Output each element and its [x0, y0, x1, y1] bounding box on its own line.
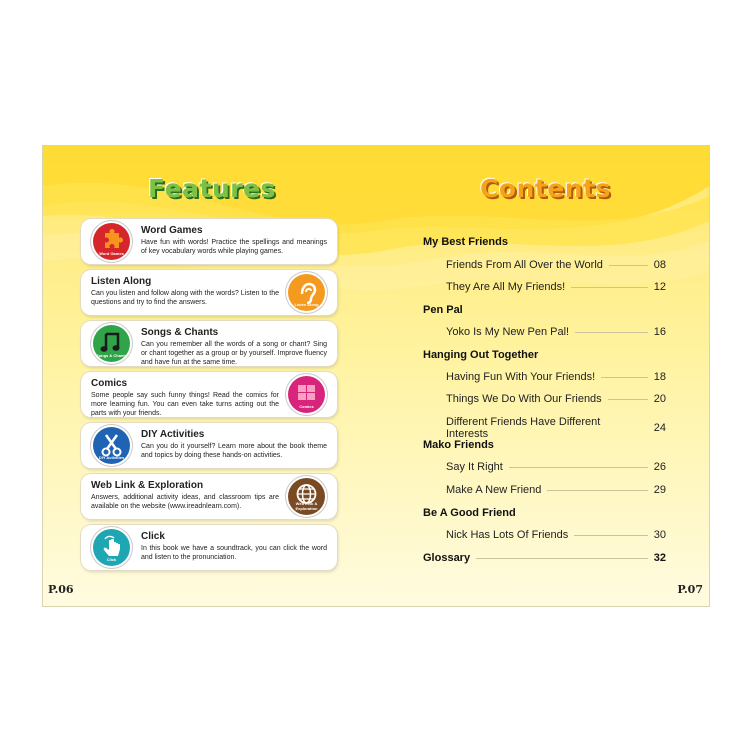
feature-description: In this book we have a soundtrack, you can click the word and listen to the pronunciation.: [141, 545, 327, 561]
ear-icon: [288, 274, 325, 311]
toc-section-title: Be A Good Friend: [423, 507, 516, 519]
feature-title: Click: [141, 531, 165, 542]
toc-item[interactable]: [446, 259, 666, 271]
feature-card-diy-activities: [81, 423, 337, 468]
feature-description: Have fun with words! Practice the spellings and meanings of key vocabulary words while playing games.: [141, 239, 327, 255]
feature-card-songs-chants: [81, 321, 337, 366]
toc-page-number: 29: [653, 484, 666, 496]
contents-heading: Contents: [480, 174, 611, 203]
toc-item[interactable]: [446, 281, 666, 293]
toc-page-number: 18: [653, 371, 666, 383]
feature-description: Can you listen and follow along with the words? Listen to the questions and try to find the answers.: [91, 290, 279, 306]
dot-leader: [476, 558, 648, 559]
toc-item[interactable]: [446, 484, 666, 496]
dot-leader: [608, 399, 648, 400]
left-page-number: P.06: [48, 583, 74, 596]
toc-section: [423, 304, 663, 316]
icon-label: Click: [106, 557, 117, 562]
icon-label: Word Games: [99, 251, 124, 256]
feature-description: Can you remember all the words of a song or chant? Sing or chant together as a group or by yourself. Improve fluency and have fun at the same time.: [141, 341, 327, 366]
icon-label: Comics: [299, 404, 314, 409]
feature-card-listen-along: [81, 270, 337, 315]
feature-description: Answers, additional activity ideas, and classroom tips are available on the website (www.ireadnlearn.com).: [91, 494, 279, 510]
feature-card-comics: [81, 372, 337, 417]
icon-label: DIY Activities: [98, 455, 125, 460]
toc-page-number: 24: [653, 422, 666, 434]
comic-panels-icon: [288, 376, 325, 413]
dot-leader: [574, 535, 647, 536]
dot-leader: [547, 490, 647, 491]
toc-section: [423, 507, 663, 519]
toc-page-number: 32: [653, 552, 666, 564]
toc-item[interactable]: [446, 416, 666, 440]
feature-title: Word Games: [141, 225, 203, 236]
feature-card-web-link: [81, 474, 337, 519]
toc-page-number: 30: [653, 529, 666, 541]
toc-item[interactable]: [446, 393, 666, 405]
toc-item-title: They Are All My Friends!: [446, 281, 566, 293]
toc-page-number: 16: [653, 326, 666, 338]
toc-section-title: Glossary: [423, 552, 471, 564]
dot-leader: [601, 377, 648, 378]
puzzle-icon: [93, 223, 130, 260]
toc-item-title: Make A New Friend: [446, 484, 542, 496]
feature-title: Web Link & Exploration: [91, 480, 204, 491]
toc-section-title: My Best Friends: [423, 236, 508, 248]
icon-label: Songs & Chants: [96, 353, 127, 358]
toc-section[interactable]: [423, 552, 666, 564]
toc-item[interactable]: [446, 461, 666, 473]
toc-item-title: Yoko Is My New Pen Pal!: [446, 326, 570, 338]
feature-title: Comics: [91, 378, 128, 389]
icon-label: Web Link & Exploration: [295, 501, 318, 511]
toc-item-title: Say It Right: [446, 461, 503, 473]
feature-title: Songs & Chants: [141, 327, 219, 338]
toc-item[interactable]: [446, 326, 666, 338]
feature-description: Can you do it yourself? Learn more about the book theme and topics by doing these hands-on activities.: [141, 443, 327, 459]
toc-section-title: Mako Friends: [423, 439, 494, 451]
dot-leader: [509, 467, 648, 468]
toc-item-title: Having Fun With Your Friends!: [446, 371, 596, 383]
toc-item-title: Different Friends Have Different Interests: [446, 416, 601, 440]
toc-section: [423, 439, 663, 451]
toc-section: [423, 236, 663, 248]
feature-title: DIY Activities: [141, 429, 205, 440]
dot-leader: [575, 332, 648, 333]
feature-title: Listen Along: [91, 276, 152, 287]
toc-item[interactable]: [446, 371, 666, 383]
toc-page-number: 20: [653, 393, 666, 405]
feature-description: Some people say such funny things! Read the comics for more learning fun. You can even take turns acting out the parts with your friends.: [91, 392, 279, 417]
toc-page-number: 26: [653, 461, 666, 473]
music-note-icon: [93, 325, 130, 362]
hand-click-icon: [93, 529, 130, 566]
feature-card-click: [81, 525, 337, 570]
toc-section-title: Hanging Out Together: [423, 349, 539, 361]
feature-card-word-games: [81, 219, 337, 264]
icon-label: Listen Along: [294, 302, 319, 307]
toc-item-title: Friends From All Over the World: [446, 259, 603, 271]
toc-item[interactable]: [446, 529, 666, 541]
toc-section-title: Pen Pal: [423, 304, 463, 316]
features-heading: Features: [148, 174, 276, 203]
right-page-number: P.07: [677, 583, 703, 596]
dot-leader: [571, 287, 648, 288]
toc-section: [423, 349, 663, 361]
book-spread: [42, 145, 710, 607]
dot-leader: [609, 265, 648, 266]
toc-item-title: Things We Do With Our Friends: [446, 393, 602, 405]
toc-item-title: Nick Has Lots Of Friends: [446, 529, 569, 541]
toc-page-number: 12: [653, 281, 666, 293]
globe-icon: [288, 478, 325, 515]
toc-page-number: 08: [653, 259, 666, 271]
scissors-icon: [93, 427, 130, 464]
